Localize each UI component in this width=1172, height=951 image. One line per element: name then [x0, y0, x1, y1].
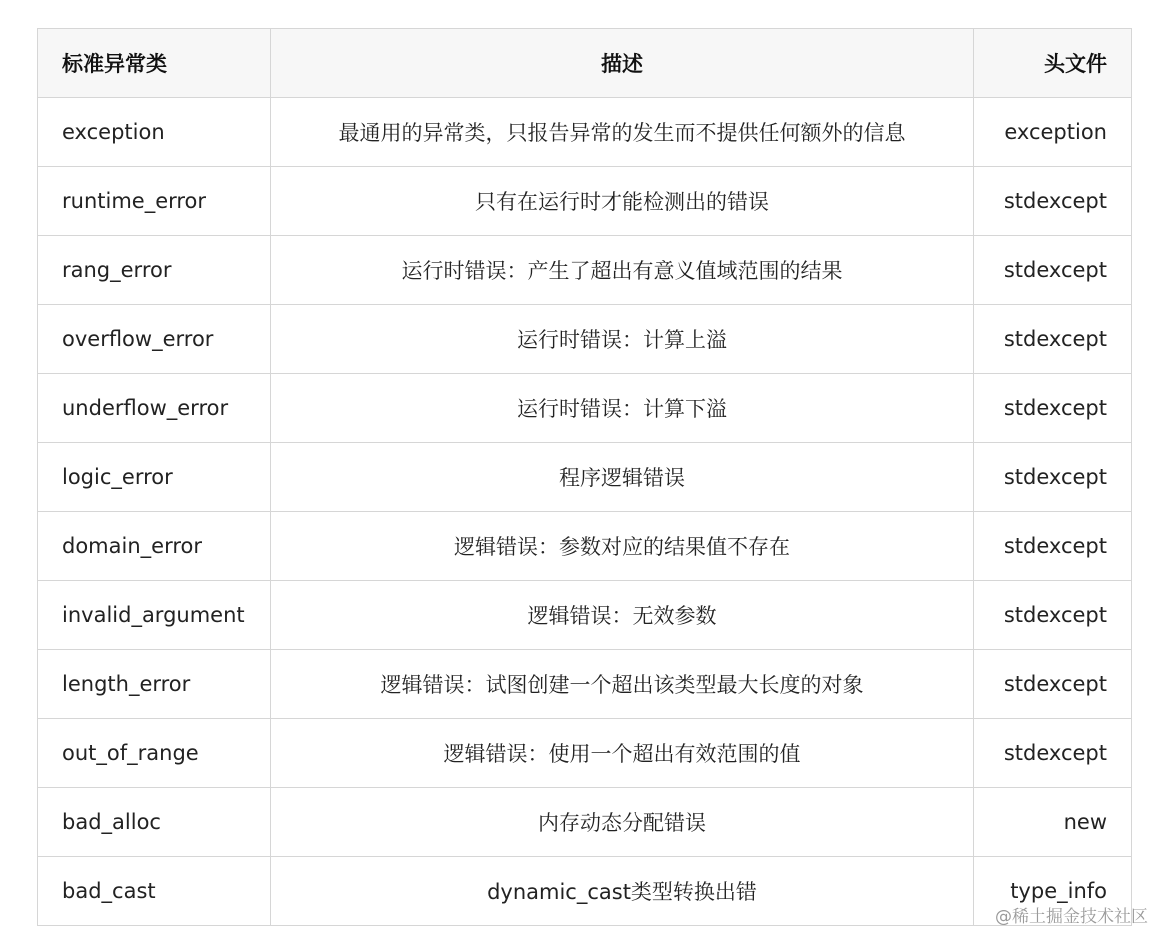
table-row	[38, 581, 1132, 650]
table-row	[38, 374, 1132, 443]
cell-header-file: stdexcept	[974, 443, 1132, 512]
cell-class: invalid_argument	[38, 581, 271, 650]
cell-description: dynamic_cast类型转换出错	[271, 857, 974, 926]
header-class: 标准异常类	[38, 29, 271, 98]
cell-header-file: new	[974, 788, 1132, 857]
cell-header-file: stdexcept	[974, 719, 1132, 788]
exception-table	[37, 28, 1132, 926]
cell-class: bad_alloc	[38, 788, 271, 857]
header-description: 描述	[271, 29, 974, 98]
cell-header-file: stdexcept	[974, 167, 1132, 236]
table-row	[38, 305, 1132, 374]
cell-header-file: exception	[974, 98, 1132, 167]
cell-class: rang_error	[38, 236, 271, 305]
cell-class: length_error	[38, 650, 271, 719]
table-row	[38, 98, 1132, 167]
cell-description: 只有在运行时才能检测出的错误	[271, 167, 974, 236]
table-row	[38, 650, 1132, 719]
cell-class: overflow_error	[38, 305, 271, 374]
cell-description: 运行时错误：计算下溢	[271, 374, 974, 443]
exception-table-container	[37, 28, 1131, 926]
cell-description: 程序逻辑错误	[271, 443, 974, 512]
cell-header-file: stdexcept	[974, 512, 1132, 581]
table-row	[38, 443, 1132, 512]
cell-class: domain_error	[38, 512, 271, 581]
table-row	[38, 719, 1132, 788]
cell-header-file: stdexcept	[974, 650, 1132, 719]
table-row	[38, 167, 1132, 236]
cell-description: 逻辑错误：使用一个超出有效范围的值	[271, 719, 974, 788]
cell-class: runtime_error	[38, 167, 271, 236]
cell-class: logic_error	[38, 443, 271, 512]
cell-class: out_of_range	[38, 719, 271, 788]
cell-description: 运行时错误：产生了超出有意义值域范围的结果	[271, 236, 974, 305]
cell-class: bad_cast	[38, 857, 271, 926]
cell-header-file: stdexcept	[974, 581, 1132, 650]
table-row	[38, 788, 1132, 857]
header-header-file: 头文件	[974, 29, 1132, 98]
cell-header-file: stdexcept	[974, 374, 1132, 443]
cell-description: 运行时错误：计算上溢	[271, 305, 974, 374]
cell-header-file: stdexcept	[974, 236, 1132, 305]
cell-description: 逻辑错误：试图创建一个超出该类型最大长度的对象	[271, 650, 974, 719]
table-header-row	[38, 29, 1132, 98]
cell-description: 逻辑错误：无效参数	[271, 581, 974, 650]
cell-header-file: type_info	[974, 857, 1132, 926]
cell-description: 最通用的异常类，只报告异常的发生而不提供任何额外的信息	[271, 98, 974, 167]
cell-class: underflow_error	[38, 374, 271, 443]
watermark: @稀土掘金技术社区	[995, 907, 1148, 927]
cell-class: exception	[38, 98, 271, 167]
cell-description: 逻辑错误：参数对应的结果值不存在	[271, 512, 974, 581]
cell-header-file: stdexcept	[974, 305, 1132, 374]
table-row	[38, 512, 1132, 581]
table-row	[38, 857, 1132, 926]
cell-description: 内存动态分配错误	[271, 788, 974, 857]
table-row	[38, 236, 1132, 305]
